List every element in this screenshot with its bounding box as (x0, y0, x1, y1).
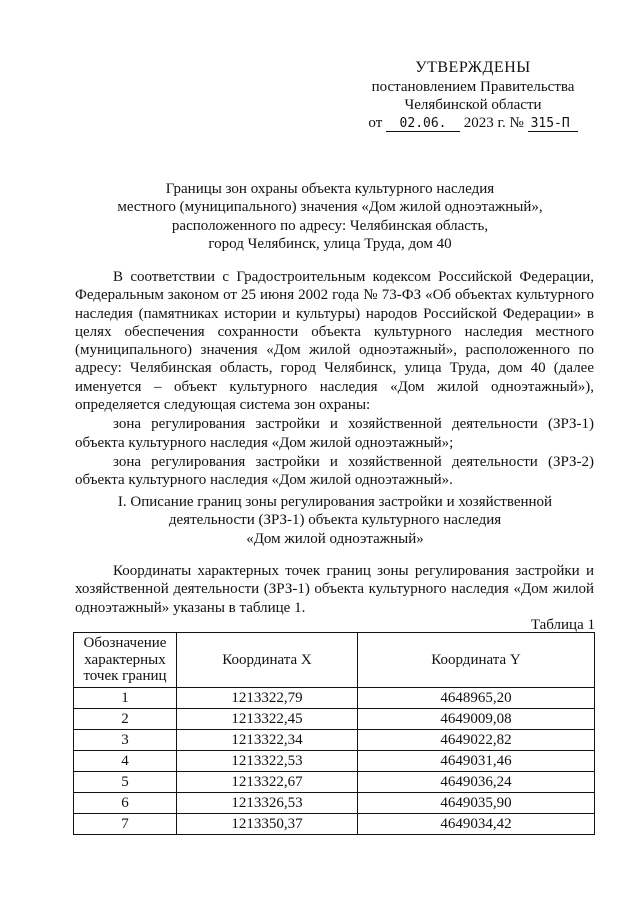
cell-point: 3 (74, 730, 177, 751)
title-line-4: город Челябинск, улица Труда, дом 40 (208, 235, 452, 252)
cell-point: 2 (74, 709, 177, 730)
cell-y: 4649031,46 (358, 751, 595, 772)
cell-x: 1213350,37 (177, 814, 358, 835)
approval-number: 315-П (528, 117, 578, 132)
cell-point: 4 (74, 751, 177, 772)
table-row (74, 793, 595, 814)
table-row (74, 814, 595, 835)
table-row (74, 730, 595, 751)
cell-x: 1213322,45 (177, 709, 358, 730)
cell-y: 4649022,82 (358, 730, 595, 751)
body-paragraph-1: В соответствии с Градостроительным кодексом Российской Федерации, Федеральным законом от 25 июня 2002 года № 73-ФЗ «Об объектах культурного наследия (памятниках истории и культуры) народов Российской Федерации» в целях обеспечения сохранности объекта культурного наследия местного (муниципального) значения «Дом жилой одноэтажный», расположенного по адресу: Челябинская область, город Челябинск, улица Труда, дом 40 (далее именуется – объект культурного наследия «Дом жилой одноэтажный»), определяется следующая система зон охраны: (75, 269, 594, 414)
body-paragraph-3: зона регулирования застройки и хозяйственной деятельности (ЗРЗ-2) объекта культурного наследия «Дом жилой одноэтажный». (75, 453, 594, 489)
approval-date-line (348, 114, 598, 132)
approval-stamp (348, 58, 598, 132)
approval-authority: постановлением Правительства (371, 78, 575, 95)
year-text: 2023 г. № (463, 115, 524, 132)
header-y: Координата Y (358, 633, 595, 688)
section-line-3: «Дом жилой одноэтажный» (246, 530, 424, 547)
cell-point: 1 (74, 688, 177, 709)
cell-y: 4648965,20 (358, 688, 595, 709)
cell-y: 4649034,42 (358, 814, 595, 835)
approval-date: 02.06. (386, 117, 460, 132)
cell-x: 1213322,34 (177, 730, 358, 751)
cell-point: 5 (74, 772, 177, 793)
title-line-2: местного (муниципального) значения «Дом жилой одноэтажный», (117, 199, 543, 216)
body-paragraph-2: зона регулирования застройки и хозяйственной деятельности (ЗРЗ-1) объекта культурного наследия «Дом жилой одноэтажный»; (75, 416, 594, 451)
table-header-row (74, 633, 595, 688)
table-caption: Таблица 1 (530, 617, 595, 633)
cell-y: 4649035,90 (358, 793, 595, 814)
cell-y: 4649009,08 (358, 709, 595, 730)
title-line-3: расположенного по адресу: Челябинская область, (171, 217, 489, 234)
table-row (74, 709, 595, 730)
body-text (75, 268, 594, 490)
date-prefix: от (368, 115, 383, 132)
header-x: Координата X (177, 633, 358, 688)
cell-point: 6 (74, 793, 177, 814)
cell-point: 7 (74, 814, 177, 835)
table-row (74, 772, 595, 793)
cell-y: 4649036,24 (358, 772, 595, 793)
coords-paragraph: Координаты характерных точек границ зоны регулирования застройки и хозяйственной деятельности (ЗРЗ-1) объекта культурного наследия «Дом жилой одноэтажный» указаны в таблице 1. (75, 563, 594, 616)
approval-heading: УТВЕРЖДЕНЫ (415, 59, 531, 76)
table-row (74, 688, 595, 709)
header-point: Обозначение характерных точек границ (74, 633, 177, 688)
table-row (74, 751, 595, 772)
coords-intro (75, 562, 594, 617)
section-heading (90, 493, 580, 548)
section-line-1: I. Описание границ зоны регулирования застройки и хозяйственной (117, 494, 553, 510)
section-line-2: деятельности (ЗРЗ-1) объекта культурного наследия (168, 512, 502, 529)
title-line-1: Границы зон охраны объекта культурного наследия (165, 181, 495, 197)
coordinates-table (73, 632, 595, 835)
cell-x: 1213322,79 (177, 688, 358, 709)
approval-region: Челябинской области (404, 96, 542, 113)
cell-x: 1213326,53 (177, 793, 358, 814)
cell-x: 1213322,67 (177, 772, 358, 793)
cell-x: 1213322,53 (177, 751, 358, 772)
document-title (60, 180, 600, 253)
